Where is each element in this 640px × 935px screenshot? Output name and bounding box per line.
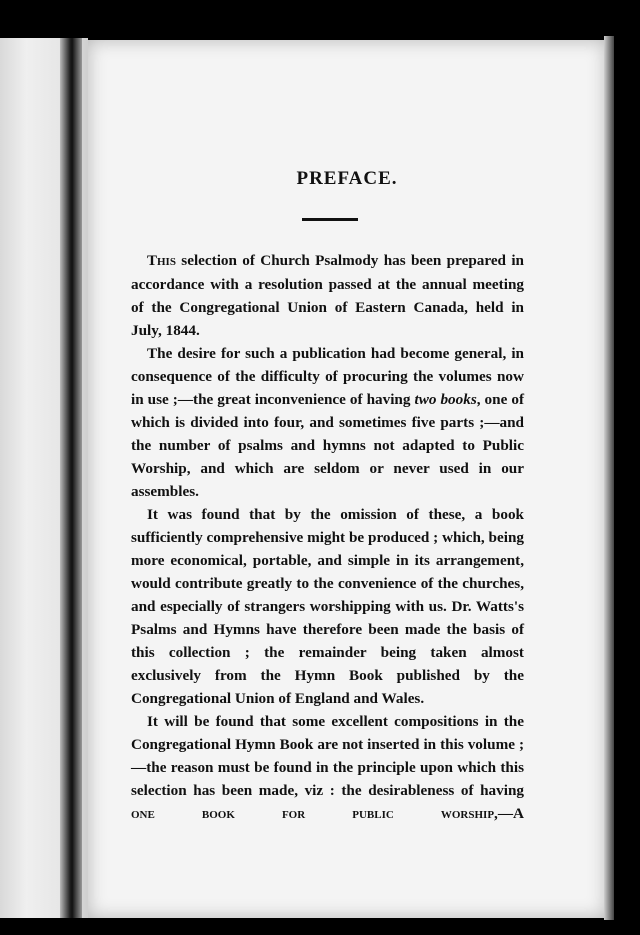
paragraph-1 [131, 249, 524, 342]
paragraph-2-emphasis: two books [414, 391, 477, 408]
paragraph-4-small-caps: one book for public worship [131, 806, 495, 822]
paragraph-2-text-a: The desire for such a publication had become general, in consequence of the difficulty of procuring the volumes now in use ;—the great inconvenience of having [131, 345, 524, 408]
preface-body [131, 249, 524, 826]
page-title: PREFACE. [296, 168, 398, 189]
paragraph-3-text: It was found that by the omission of these, a book sufficiently comprehensive might be produced ; which, being more economical, portable, and simple in its arrangement, would contribute greatly to the convenience of the churches, and especially of strangers worshipping with us. Dr. Watts's Psalms and Hymns have therefore been made the basis of this collection ; the remainder being taken almost exclusively from the Hymn Book published by the Congregational Union of England and Wales. [131, 506, 524, 707]
paragraph-4-text-a: It will be found that some excellent compositions in the Congregational Hymn Book are not inserted in this volume ;—the reason must be found in the principle upon which this selection has been made, viz : the desirableness of having [131, 713, 524, 799]
paragraph-3 [131, 503, 524, 710]
paragraph-1-text: selection of Church Psalmody has been prepared in accordance with a resolution passed at the annual meeting of the Congregational Union of Eastern Canada, held in July, 1844. [131, 252, 524, 339]
paragraph-4 [131, 710, 524, 826]
title-rule [302, 218, 358, 221]
paragraph-4-text-b: ,—A [494, 805, 524, 822]
drop-lead-word: This [147, 253, 176, 269]
paragraph-2-text-b: , one of which is divided into four, and sometimes five parts ;—and the number of psalms and hymns not adapted to Public Worship, and which are seldom or never used in our assembles. [131, 391, 524, 500]
book-gutter [60, 38, 82, 918]
paragraph-2 [131, 342, 524, 503]
